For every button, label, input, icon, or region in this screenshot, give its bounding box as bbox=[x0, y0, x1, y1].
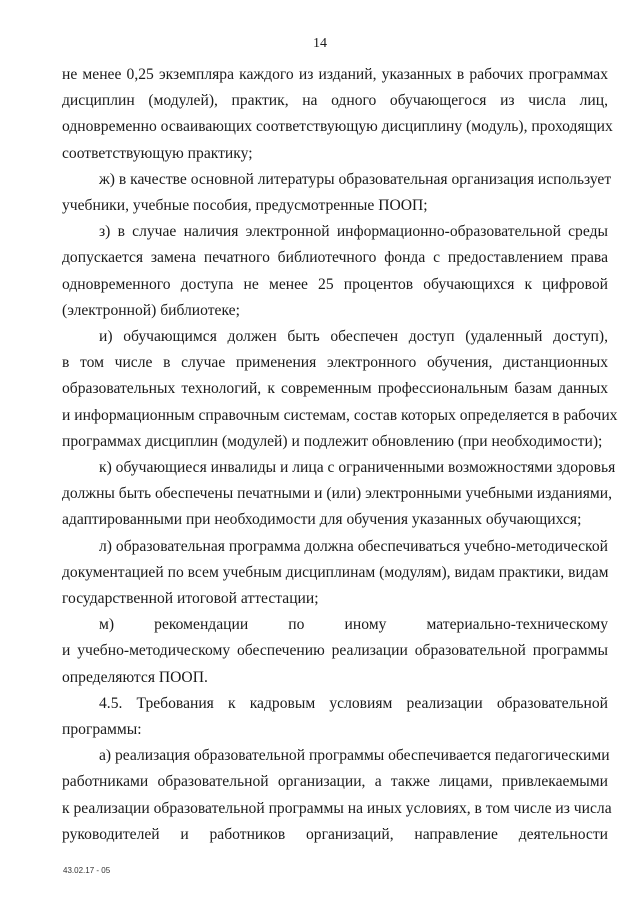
text-line: образовательных технологий, к современным профессиональным базам данных bbox=[62, 380, 608, 398]
text-line: допускается замена печатного библиотечного фонда с предоставлением права bbox=[62, 249, 608, 267]
text-line: не менее 0,25 экземпляра каждого из изданий, указанных в рабочих программах bbox=[62, 66, 608, 83]
text-line: государственной итоговой аттестации; bbox=[62, 590, 319, 608]
document-body bbox=[62, 62, 618, 848]
text-line: и информационным справочным системам, состав которых определяется в рабочих bbox=[62, 406, 618, 424]
text-line: определяются ПООП. bbox=[62, 668, 208, 686]
text-line: программах дисциплин (модулей) и подлежит обновлению (при необходимости); bbox=[62, 432, 603, 450]
text-line: должны быть обеспечены печатными и (или) электронными учебными изданиями, bbox=[62, 485, 612, 503]
text-line: з) в случае наличия электронной информационно-образовательной среды bbox=[99, 223, 608, 241]
text-line: одновременного доступа не менее 25 процентов обучающихся к цифровой bbox=[62, 275, 608, 293]
text-line: одновременно осваивающих соответствующую дисциплину (модуль), проходящих bbox=[62, 118, 613, 136]
text-line: ж) в качестве основной литературы образовательная организация использует bbox=[99, 170, 612, 188]
page-number: 14 bbox=[313, 36, 327, 51]
text-line: л) образовательная программа должна обеспечиваться учебно-методической bbox=[99, 537, 608, 555]
text-line: м) рекомендации по иному материально-техническому bbox=[99, 616, 608, 634]
text-line: дисциплин (модулей), практик, на одного обучающегося из числа лиц, bbox=[62, 92, 608, 110]
text-line: адаптированными при необходимости для обучения указанных обучающихся; bbox=[62, 511, 582, 529]
text-line: и учебно-методическому обеспечению реализации образовательной программы bbox=[62, 642, 608, 660]
document-code: 43.02.17 - 05 bbox=[63, 866, 111, 875]
text-line: руководителей и работников организаций, направление деятельности bbox=[62, 825, 608, 843]
text-line: работниками образовательной организации, а также лицами, привлекаемыми bbox=[62, 773, 608, 791]
text-line: в том числе в случае применения электронного обучения, дистанционных bbox=[62, 354, 608, 372]
text-line: соответствующую практику; bbox=[62, 144, 253, 162]
text-line: документацией по всем учебным дисциплинам (модулям), видам практики, видам bbox=[62, 563, 609, 581]
text-line: к) обучающиеся инвалиды и лица с ограниченными возможностями здоровья bbox=[99, 459, 616, 477]
text-line: программы: bbox=[62, 721, 142, 739]
text-line: к реализации образовательной программы на иных условиях, в том числе из числа bbox=[62, 799, 612, 817]
text-line: а) реализация образовательной программы обеспечивается педагогическими bbox=[99, 747, 610, 765]
text-line: 4.5. Требования к кадровым условиям реализации образовательной bbox=[99, 694, 608, 712]
text-line: учебники, учебные пособия, предусмотренные ПООП; bbox=[62, 197, 428, 215]
text-line: и) обучающимся должен быть обеспечен доступ (удаленный доступ), bbox=[99, 328, 608, 346]
text-line: (электронной) библиотеке; bbox=[62, 301, 240, 319]
